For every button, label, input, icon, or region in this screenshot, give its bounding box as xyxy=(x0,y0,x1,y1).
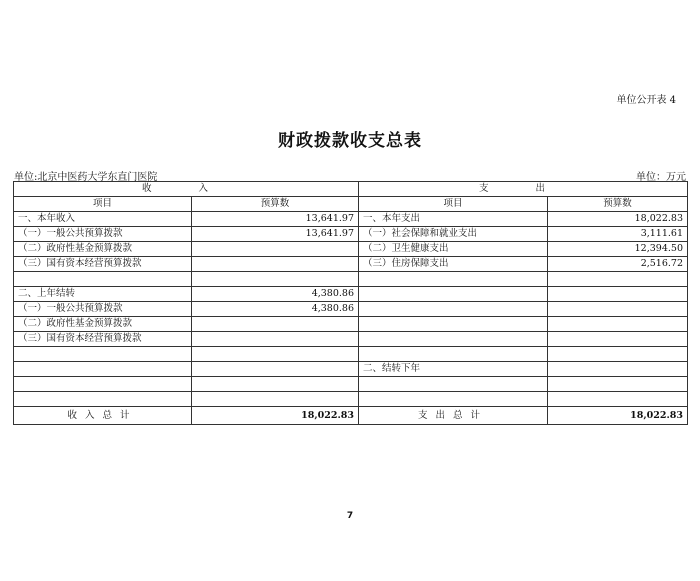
income-value xyxy=(192,257,359,272)
income-item xyxy=(14,362,192,377)
expense-value xyxy=(548,272,688,287)
expense-item: （二）卫生健康支出 xyxy=(359,242,548,257)
income-value xyxy=(192,347,359,362)
income-item xyxy=(14,377,192,392)
income-value xyxy=(192,392,359,407)
unit-name: 单位:北京中医药大学东直门医院 xyxy=(14,172,158,183)
table-row xyxy=(14,302,688,317)
expense-value xyxy=(548,392,688,407)
expense-item xyxy=(359,302,548,317)
expense-header: 支 出 xyxy=(359,182,688,197)
income-item: （一）一般公共预算拨款 xyxy=(14,302,192,317)
income-item: （一）一般公共预算拨款 xyxy=(14,227,192,242)
table-row xyxy=(14,227,688,242)
table-row xyxy=(14,242,688,257)
table-row xyxy=(14,272,688,287)
income-total-value: 18,022.83 xyxy=(192,407,359,425)
income-item-header: 项目 xyxy=(14,197,192,212)
income-value xyxy=(192,362,359,377)
expense-value: 12,394.50 xyxy=(548,242,688,257)
income-item xyxy=(14,272,192,287)
income-value: 4,380.86 xyxy=(192,302,359,317)
income-value: 4,380.86 xyxy=(192,287,359,302)
expense-item xyxy=(359,287,548,302)
column-header-row xyxy=(14,197,688,212)
currency-unit: 单位：万元 xyxy=(636,172,686,183)
table-row xyxy=(14,332,688,347)
expense-item: 一、本年支出 xyxy=(359,212,548,227)
expense-total-label: 支出总计 xyxy=(359,407,548,425)
expense-value: 3,111.61 xyxy=(548,227,688,242)
expense-item xyxy=(359,377,548,392)
income-item: 一、本年收入 xyxy=(14,212,192,227)
expense-value: 18,022.83 xyxy=(548,212,688,227)
income-item: 二、上年结转 xyxy=(14,287,192,302)
expense-value xyxy=(548,302,688,317)
expense-item: （一）社会保障和就业支出 xyxy=(359,227,548,242)
expense-value: 2,516.72 xyxy=(548,257,688,272)
income-value xyxy=(192,242,359,257)
expense-item xyxy=(359,392,548,407)
table-row xyxy=(14,287,688,302)
income-item: （三）国有资本经营预算拨款 xyxy=(14,332,192,347)
section-header-row xyxy=(14,182,688,197)
income-value xyxy=(192,317,359,332)
income-item: （二）政府性基金预算拨款 xyxy=(14,242,192,257)
expense-item xyxy=(359,317,548,332)
table-row xyxy=(14,392,688,407)
expense-total-value: 18,022.83 xyxy=(548,407,688,425)
budget-summary-table xyxy=(13,181,688,425)
table-row xyxy=(14,347,688,362)
page-number: 7 xyxy=(346,511,354,521)
expense-item-header: 项目 xyxy=(359,197,548,212)
income-total-label: 收入总计 xyxy=(14,407,192,425)
expense-budget-header: 预算数 xyxy=(548,197,688,212)
expense-item xyxy=(359,272,548,287)
expense-value xyxy=(548,362,688,377)
expense-value xyxy=(548,332,688,347)
table-row xyxy=(14,212,688,227)
income-item: （二）政府性基金预算拨款 xyxy=(14,317,192,332)
income-header: 收 入 xyxy=(14,182,359,197)
income-value xyxy=(192,272,359,287)
expense-value xyxy=(548,347,688,362)
expense-item: （三）住房保障支出 xyxy=(359,257,548,272)
table-row xyxy=(14,377,688,392)
expense-item xyxy=(359,332,548,347)
income-item xyxy=(14,392,192,407)
income-item xyxy=(14,347,192,362)
table-row xyxy=(14,362,688,377)
table-row xyxy=(14,257,688,272)
form-number: 单位公开表 4 xyxy=(616,95,676,106)
expense-item xyxy=(359,347,548,362)
income-value: 13,641.97 xyxy=(192,227,359,242)
total-row xyxy=(14,407,688,425)
expense-value xyxy=(548,287,688,302)
page-title: 财政拨款收支总表 xyxy=(278,131,422,151)
income-item: （三）国有资本经营预算拨款 xyxy=(14,257,192,272)
expense-value xyxy=(548,377,688,392)
expense-item: 二、结转下年 xyxy=(359,362,548,377)
income-value: 13,641.97 xyxy=(192,212,359,227)
income-value xyxy=(192,332,359,347)
income-value xyxy=(192,377,359,392)
expense-value xyxy=(548,317,688,332)
income-budget-header: 预算数 xyxy=(192,197,359,212)
table-row xyxy=(14,317,688,332)
